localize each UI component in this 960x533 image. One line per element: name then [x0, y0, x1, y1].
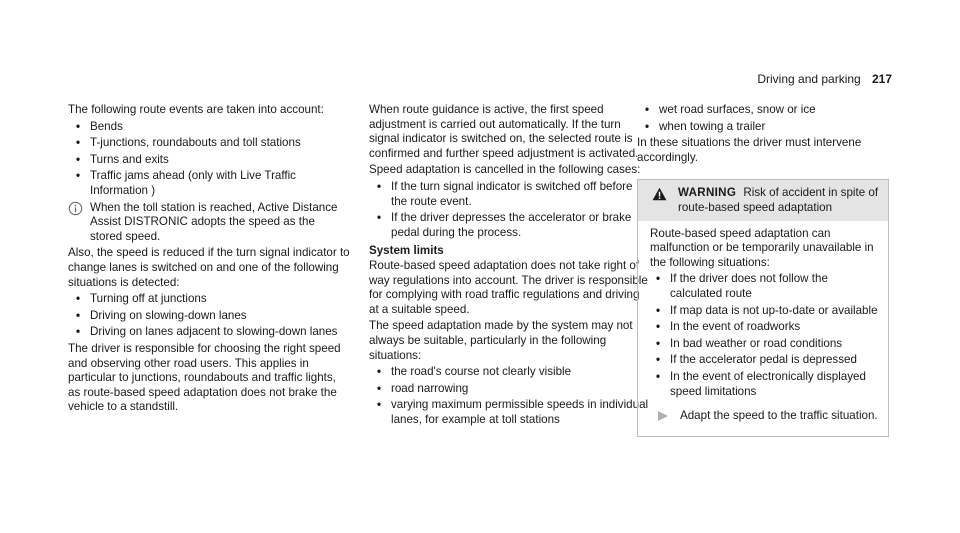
play-arrow-icon [658, 411, 668, 421]
guidance-paragraph: When route guidance is active, the first speed adjustment is carried out automatically. If the turn signal indicator is switched on, the selected route is confirmed and further speed adjustment is activated. [369, 103, 639, 160]
list-item: • In the event of roadworks [650, 320, 878, 335]
list-item: • If the driver depresses the accelerator or brake pedal during the process. [369, 211, 651, 240]
system-limits-text: Route-based speed adaptation does not take right of way regulations into account. The driver is responsible for complying with road traffic regulations and driving at a suitable speed. [369, 258, 648, 316]
list-item: • road narrowing [369, 382, 651, 397]
list-item: • In the event of electronically displayed speed limitations [650, 370, 878, 399]
list-item: • the road's course not clearly visible [369, 365, 651, 380]
warning-box [637, 179, 889, 436]
warning-title: WARNING [678, 186, 737, 200]
warning-list [650, 272, 878, 399]
also-paragraph: Also, the speed is reduced if the turn signal indicator to change lanes is switched on and one of the following situations is detected: [68, 246, 350, 289]
action-step [650, 409, 878, 424]
list-item: • Turning off at junctions [68, 292, 350, 307]
note [68, 201, 350, 245]
list-item: • If map data is not up-to-date or available [650, 304, 878, 319]
route-events-list [68, 120, 350, 199]
list-item: • If the driver does not follow the calculated route [650, 272, 878, 301]
list-item: • varying maximum permissible speeds in individual lanes, for example at toll stations [369, 398, 651, 427]
column-2 [369, 103, 651, 429]
list-item: • Traffic jams ahead (only with Live Traffic Information ) [68, 169, 350, 198]
situations-list [68, 292, 350, 340]
page-header [757, 72, 892, 88]
action-text: Adapt the speed to the traffic situation. [680, 409, 878, 423]
route-events-intro: The following route events are taken into account: [68, 103, 324, 116]
note-text: When the toll station is reached, Active Distance Assist DISTRONIC adopts the speed as the stored speed. [90, 200, 338, 243]
list-item: • Bends [68, 120, 350, 135]
list-item: • If the turn signal indicator is switched off before the route event. [369, 180, 651, 209]
warning-header [638, 180, 888, 220]
list-item: • T-junctions, roundabouts and toll stations [68, 136, 350, 151]
warning-body [638, 221, 888, 436]
warning-intro: Route-based speed adaptation can malfunction or be temporarily unavailable in the following situations: [650, 226, 874, 269]
unsuitable-list [369, 365, 651, 427]
list-item: • wet road surfaces, snow or ice [637, 103, 889, 118]
list-item: • Driving on slowing-down lanes [68, 309, 350, 324]
list-item: • If the accelerator pedal is depressed [650, 353, 878, 368]
warning-subtitle: Risk of accident in spite of route-based speed adaptation [678, 186, 879, 214]
section-title: Driving and parking [757, 72, 861, 86]
responsibility-paragraph: The driver is responsible for choosing the right speed and observing other road users. This applies in particular to junctions, roundabouts and traffic lights, as route-based speed adaptation does not brake the vehicle to a standstill. [68, 341, 341, 414]
warning-triangle-icon [652, 187, 667, 201]
list-item: • Turns and exits [68, 153, 350, 168]
list-item: • when towing a trailer [637, 120, 889, 135]
unsuitable-intro: The speed adaptation made by the system may not always be suitable, particularly in the following situations: [369, 319, 633, 362]
cancelled-list [369, 180, 651, 240]
list-item: • Driving on lanes adjacent to slowing-down lanes [68, 325, 350, 340]
system-limits-heading: System limits [369, 244, 444, 258]
column-1 [68, 103, 350, 417]
list-item: • In bad weather or road conditions [650, 337, 878, 352]
cancelled-intro: Speed adaptation is cancelled in the following cases: [369, 163, 641, 177]
more-situations-list [637, 103, 889, 134]
page-number: 217 [871, 72, 892, 86]
column-3 [637, 103, 889, 437]
info-icon [68, 201, 83, 216]
intervene-paragraph: In these situations the driver must intervene accordingly. [637, 136, 862, 164]
